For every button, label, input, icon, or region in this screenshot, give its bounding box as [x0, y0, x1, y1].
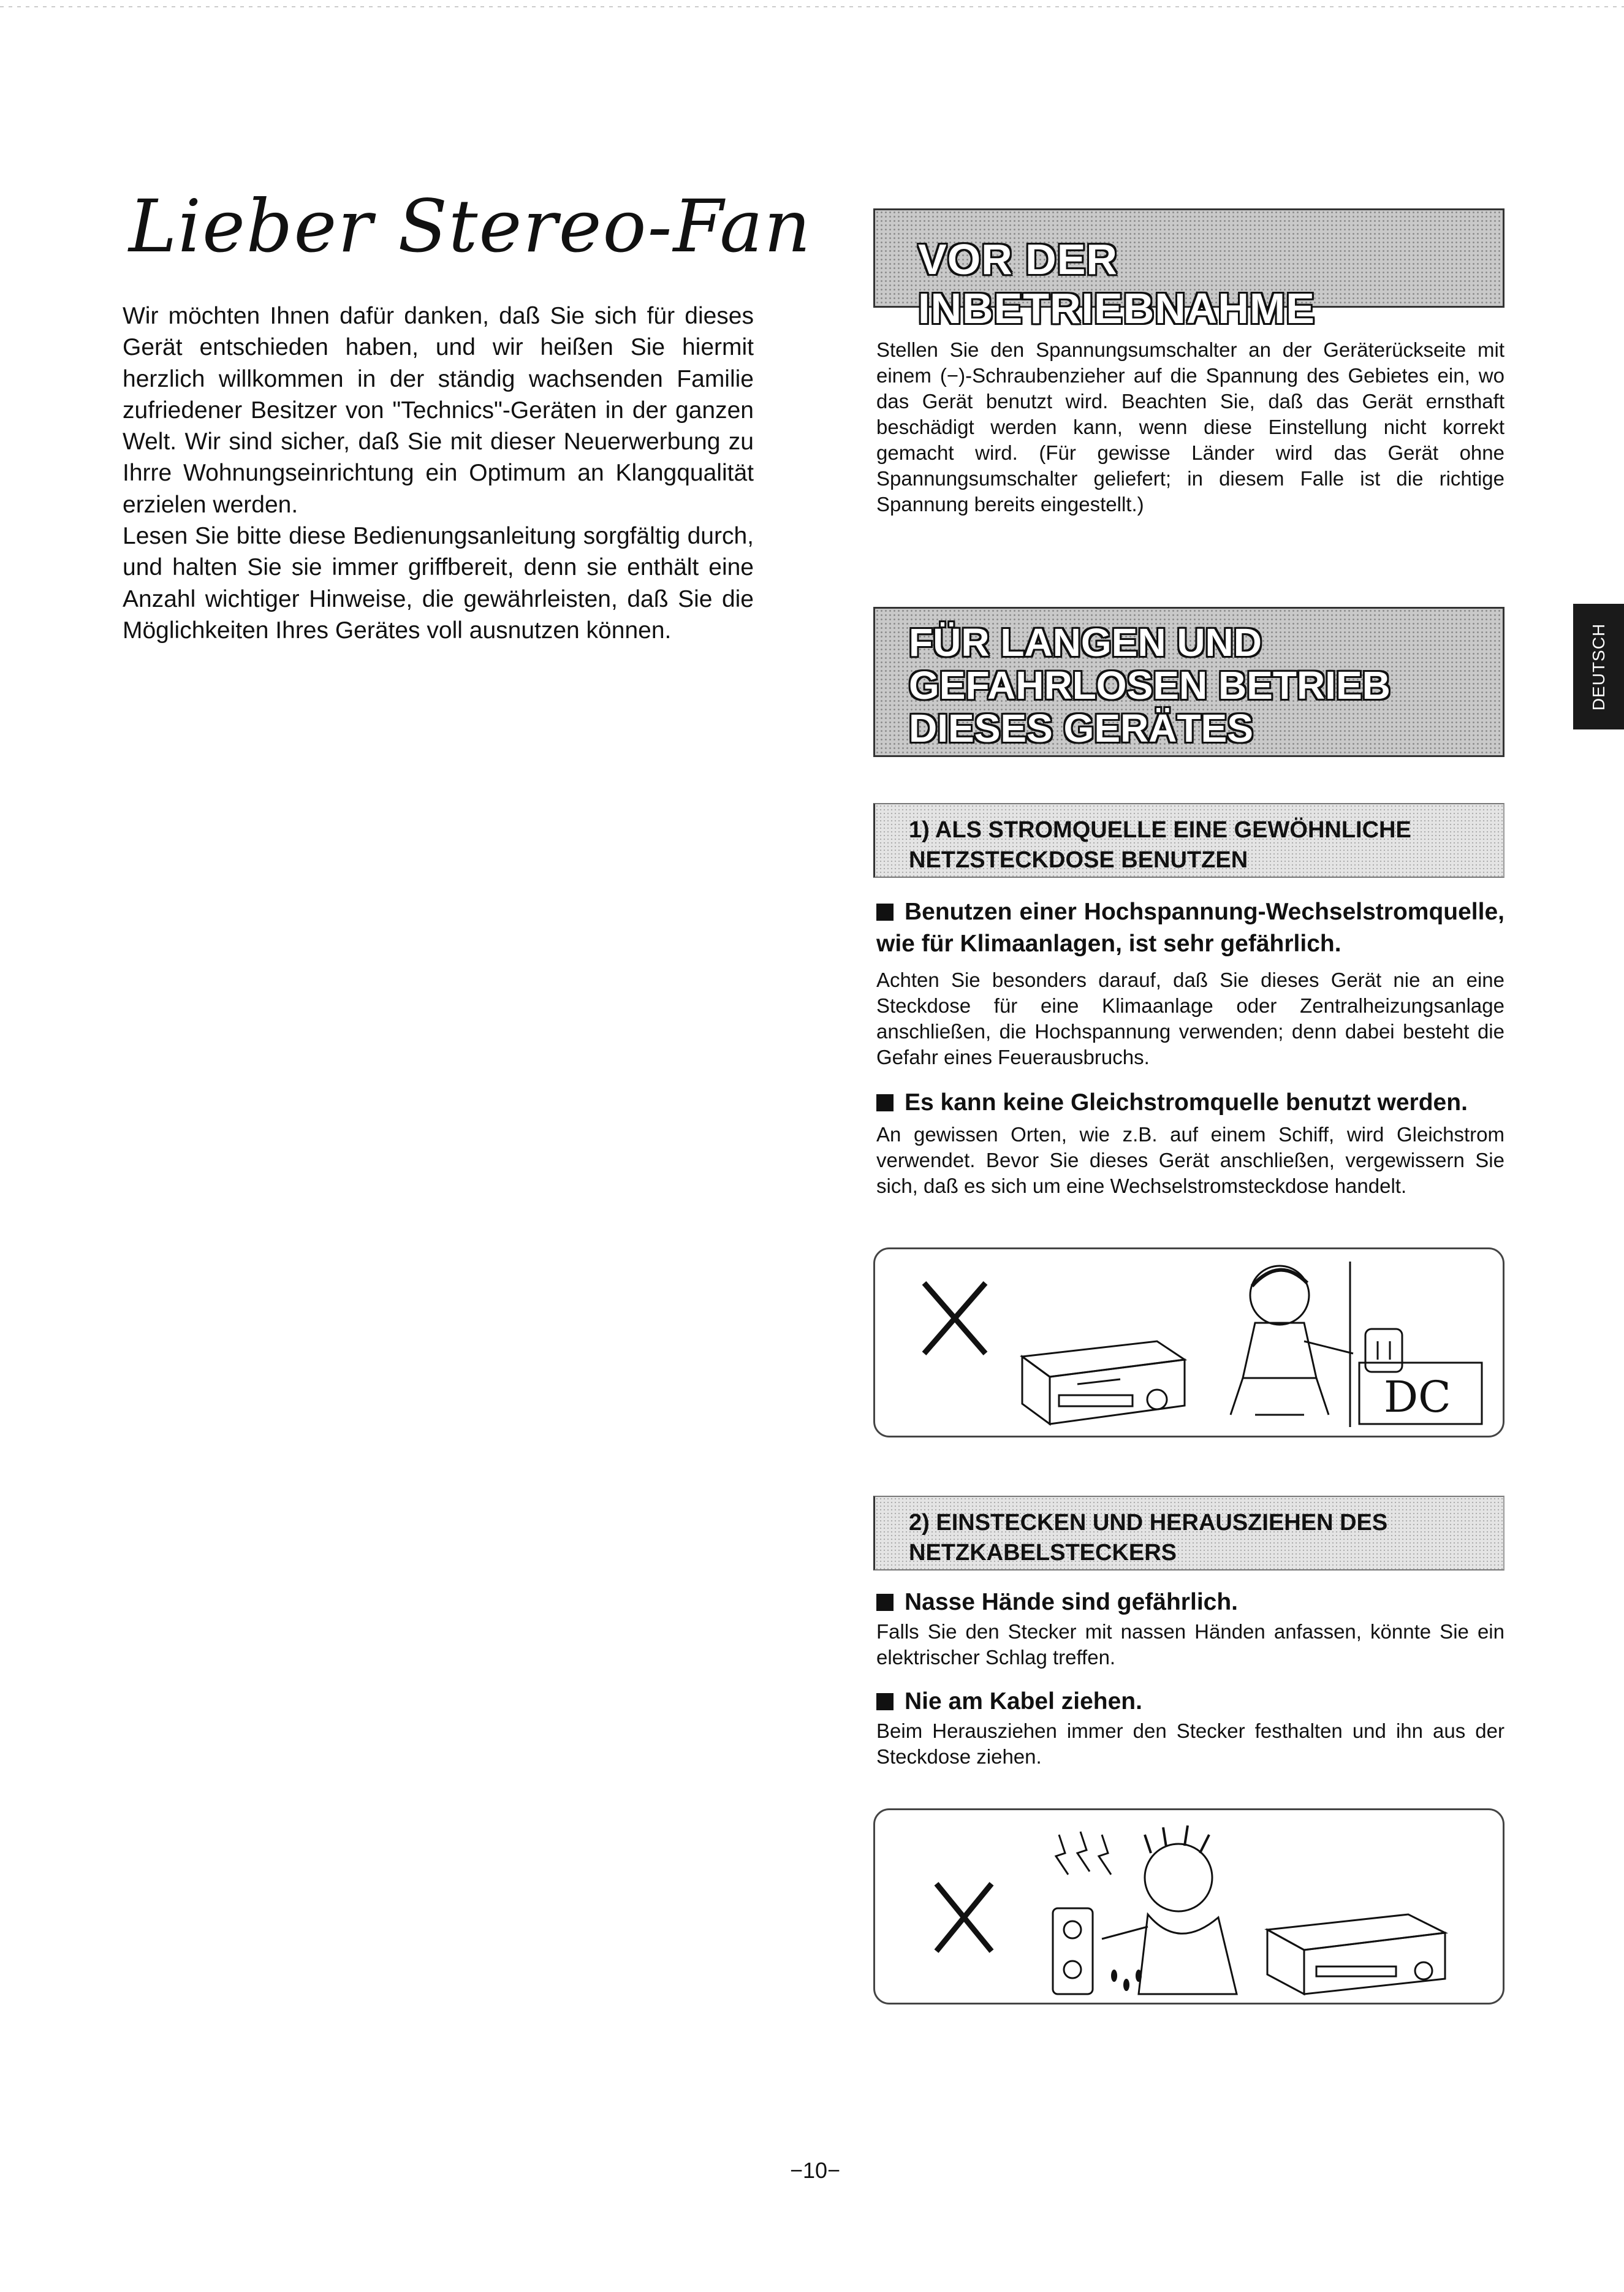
banner-before-use-text: VOR DER INBETRIEBNAHME: [918, 235, 1315, 332]
stereo-device-icon: [1267, 1914, 1445, 1994]
page-number: −10−: [789, 2158, 841, 2183]
warning-heading-high-voltage: [876, 896, 1504, 960]
person-icon: [1102, 1826, 1237, 1994]
warning-text-dc: An gewissen Orten, wie z.B. auf einem Schiff, wird Gleichstrom verwendet. Bevor Sie dieses Gerät anschließen, vergewissern Sie sich, daß es sich um eine Wechselstromsteckdose handelt.: [876, 1123, 1504, 1197]
intro-paragraph-2: Lesen Sie bitte diese Bedienungsanleitung sorgfältig durch, und halten Sie sie immer griffbereit, denn sie enthält eine Anzahl wichtiger Hinweise, die gewährleisten, daß Sie die Möglichkeiten Ihres Gerätes voll ausnutzen können.: [123, 523, 754, 644]
warning-text-cable: Beim Herausziehen immer den Stecker festhalten und ihn aus der Steckdose ziehen.: [876, 1719, 1504, 1768]
subsection-plug: [873, 1496, 1504, 1571]
bullet-square-icon: [876, 1094, 894, 1111]
bullet-square-icon: [876, 1594, 894, 1611]
wet-hands-warning-illustration: [875, 1810, 1503, 2003]
warning-heading-text: Benutzen einer Hochspannung-Wechselstromquelle, wie für Klimaanlagen, ist sehr gefährlich.: [876, 899, 1504, 957]
person-icon: [1231, 1266, 1353, 1415]
warning-heading-cable: [876, 1686, 1504, 1718]
bullet-square-icon: [876, 1693, 894, 1710]
stereo-device-icon: [1022, 1341, 1185, 1424]
intro-text: [123, 300, 754, 646]
language-tab: [1573, 604, 1624, 729]
illustration-dc-outlet: [873, 1247, 1504, 1437]
warning-text-wet-hands: Falls Sie den Stecker mit nassen Händen anfassen, könnte Sie ein elektrischer Schlag treffen.: [876, 1620, 1504, 1669]
warning-heading-text: Nasse Hände sind gefährlich.: [905, 1589, 1239, 1615]
language-tab-label: DEUTSCH: [1588, 623, 1608, 710]
intro-paragraph-1: Wir möchten Ihnen dafür danken, daß Sie sich für dieses Gerät entschieden haben, und wir heißen Sie hiermit herzlich willkommen in der ständig wachsenden Familie zufriedener Besitzer von "Technics"-Geräten in der ganzen Welt. Wir sind sicher, daß Sie mit dieser Neuerwerbung zu Ihrre Wohnungseinrichtung ein Optimum an Klangqualität erzielen werden.: [123, 303, 754, 518]
greeting-title: Lieber Stereo-Fan: [129, 184, 812, 268]
cross-icon: [936, 1884, 992, 1951]
warning-heading-text: Es kann keine Gleichstromquelle benutzt werden.: [905, 1089, 1468, 1116]
water-drops-icon: [1111, 1970, 1142, 1991]
dc-label: DC: [1384, 1372, 1451, 1422]
banner-safety: [873, 607, 1504, 757]
cross-icon: [924, 1283, 985, 1353]
electric-shock-icon: [1056, 1832, 1111, 1875]
wall-outlet-icon: [1053, 1908, 1093, 1994]
banner-before-use: [873, 208, 1504, 332]
voltage-instructions: Stellen Sie den Spannungsumschalter an der Geräterückseite mit einem (−)-Schraubenzieher auf die Spannung des Gebietes ein, wo das Gerät benutzt wird. Beachten Sie, daß das Gerät ernsthaft beschädigt werden kann, wenn diese Einstellung nicht korrekt gemacht wird. (Für gewisse Länder wird das Gerät ohne Spannungsumschalter geliefert; in diesem Falle ist die richtige Spannung bereits eingestellt.): [876, 338, 1504, 516]
subsection-plug-title: 2) EINSTECKEN UND HERAUSZIEHEN DES NETZKABELSTECKERS: [909, 1510, 1388, 1566]
bullet-square-icon: [876, 904, 894, 921]
scan-top-edge: [0, 6, 1624, 7]
warning-heading-dc: [876, 1087, 1504, 1119]
illustration-wet-hands: [873, 1808, 1504, 2005]
banner-safety-text: FÜR LANGEN UND GEFAHRLOSEN BETRIEB DIESES GERÄTES: [909, 620, 1391, 750]
subsection-power-source: [873, 803, 1504, 878]
warning-heading-wet-hands: [876, 1586, 1504, 1618]
dc-warning-illustration: [875, 1249, 1503, 1436]
warning-text-high-voltage: Achten Sie besonders darauf, daß Sie dieses Gerät nie an eine Steckdose für eine Klimaanlage oder Zentralheizungsanlage anschließen, die Hochspannung verwenden; denn dabei besteht die Gefahr eines Feuerausbruchs.: [876, 969, 1504, 1068]
subsection-power-source-title: 1) ALS STROMQUELLE EINE GEWÖHNLICHE NETZSTECKDOSE BENUTZEN: [909, 817, 1411, 873]
warning-heading-text: Nie am Kabel ziehen.: [905, 1688, 1142, 1715]
